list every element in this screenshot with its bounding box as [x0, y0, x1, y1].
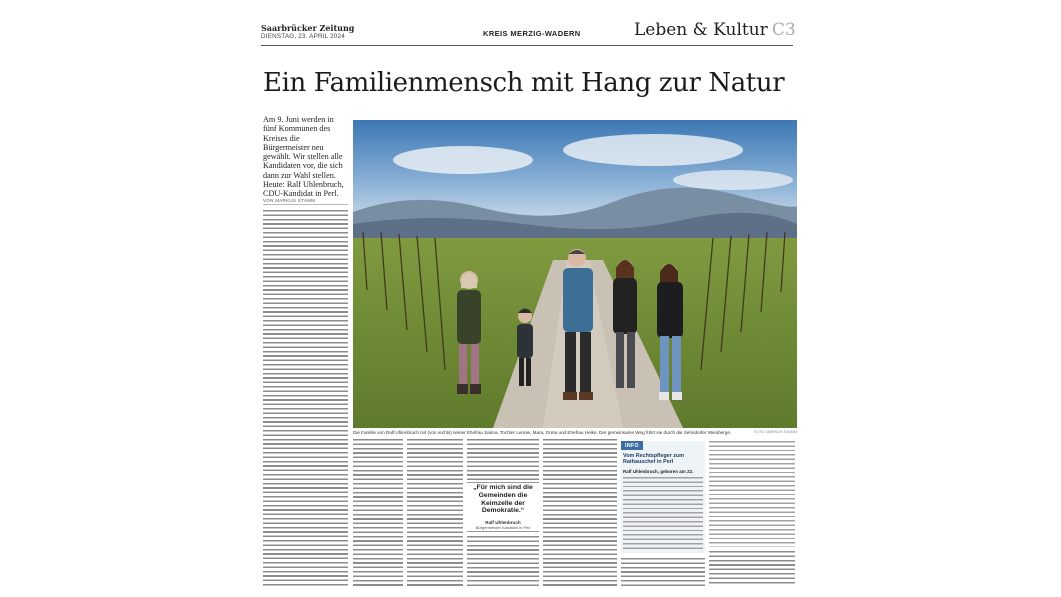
body-column-5 [543, 439, 617, 586]
issue-date: DIENSTAG, 23. APRIL 2024 [261, 33, 345, 40]
info-body [623, 477, 703, 551]
pull-quote-author: Ralf Uhlenbruch [485, 520, 521, 526]
header-rule [261, 45, 793, 46]
region-label: KREIS MERZIG-WADERN [483, 29, 581, 38]
photo-caption [353, 430, 797, 435]
article-headline: Ein Familienmensch mit Hang zur Natur [263, 68, 785, 98]
section-name: Leben & Kultur [634, 20, 768, 40]
info-body-continued [709, 441, 795, 547]
byline-rule [263, 204, 348, 205]
pull-quote-text: „Für mich sind die Gemeinden die Keimzelle der Demokratie.“ [473, 484, 533, 515]
body-column-4a [467, 439, 539, 481]
family-photo-illustration [353, 120, 797, 428]
masthead: Saarbrücker Zeitung [261, 23, 355, 33]
section-title [634, 20, 796, 40]
quote-rule-bottom [467, 531, 539, 532]
info-title: Vom Rechtspfleger zum Rathauschef in Perl [623, 453, 685, 466]
info-tag: INFO [621, 441, 643, 450]
article-intro: Am 9. Juni werden in fünf Kommunen des Kreises die Bürgermeister neu gewählt. Wir stellen alle Kandidaten vor, die sich dann zur Wahl stellen. Heute: Ralf Uhlenbruch, CDU-Kandidat in Perl. [263, 115, 344, 199]
body-column-4b [467, 536, 539, 586]
page-number: C3 [771, 20, 796, 40]
info-box [621, 441, 705, 553]
byline: VON MARKUS STAMM [263, 198, 316, 203]
article-photo [353, 120, 797, 428]
body-column-6 [621, 558, 705, 586]
pull-quote [467, 484, 539, 530]
pull-quote-role: Bürgermeister-Kandidat in Perl [475, 525, 531, 531]
photo-credit: FOTO: MARKUS STAMM [753, 430, 797, 434]
body-column-2 [353, 439, 403, 586]
body-column-1 [263, 210, 348, 586]
caption-text: Die Familie von Ralf Uhlenbruch mit (von rechts) seiner Ehefrau Sarina, Tochter Leonie, Mara, Greta und Ehefrau Heike. Der gemeinsame Weg führt sie durch die Sehndorfer Weinberge. [353, 430, 732, 435]
body-column-7 [709, 551, 795, 586]
info-lead: Ralf Uhlenbruch, geboren am 22. [623, 469, 694, 474]
newspaper-page [253, 18, 801, 588]
body-column-3 [407, 439, 463, 586]
quote-rule-top [467, 482, 539, 483]
